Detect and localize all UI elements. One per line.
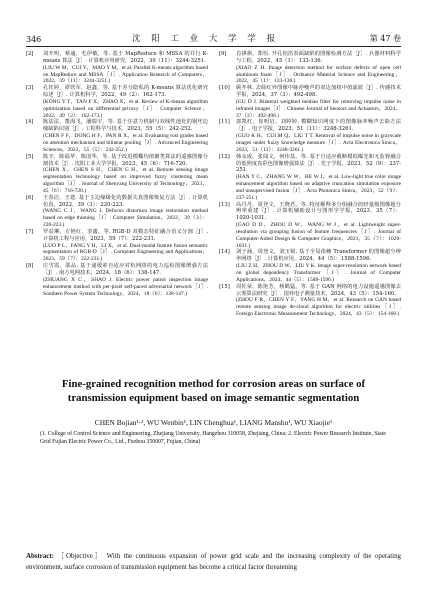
reference-text-english: (CHEN X，CHEN S H，CHEN G H，et al. Remote sensing image segmentation technology based on improved fuzzy clustering mean algorithm［J］. Journal of Shenyang University of Technology，2023，45（6）：716-720.) — [43, 167, 208, 194]
reference-column-right — [219, 51, 401, 373]
reference-text-chinese: 王春洁，王建. 基于主边缘级化的数据失真图像恢复方法［J］. 计算机仿真，2022，39（3）：220-223. — [43, 194, 208, 208]
reference-entry — [219, 85, 401, 119]
journal-name: 沈 阳 工 业 大 学 学 报 — [132, 34, 279, 44]
reference-number: [8] — [26, 263, 34, 270]
reference-number: [4] — [26, 119, 34, 126]
running-head — [26, 30, 401, 47]
reference-entry — [26, 119, 208, 153]
reference-entry — [26, 195, 208, 229]
reference-columns — [26, 51, 401, 373]
abstract — [26, 552, 401, 573]
reference-column-left — [26, 51, 208, 373]
reference-entry — [26, 263, 208, 297]
reference-text-english: (XIAO Z H. Image detection method for surface defects of open cell aluminum foam［J］. Ordnance Material Science and Engineering，2022，45（1）：133-136.) — [236, 64, 401, 85]
reference-text-chinese: 周佐荣，陈艳芳，杨鹤猛，等. 基于 GAN 网络的电力设施遥感图像去云雾算法研究［J］. 国外电子测量技术，2024，43（5）：154-160. — [236, 283, 401, 297]
article-title-line-1: Fine-grained recognition method for corrosion areas on surface of — [61, 378, 366, 390]
reference-text-english: (CHEN F F，DONG H F，PAN R X，et al. Evaluating rust grades based on attention mechanism and bilinear pooling［J］. Advanced Engineering Sciences，2023，55（5）：242-252.) — [43, 133, 208, 153]
reference-text-chinese: 高丹丹，周登文，王晓君，等. 特征解释多分组融合的轻量级图像超分辨率重建［J］. 计算机辅助设计与图形学学报，2023，35（7）：1020-1031. — [236, 201, 401, 222]
objective-label: ［Objective］ — [57, 553, 104, 560]
reference-entry — [26, 229, 208, 263]
reference-text-english: (LIU W M，CUI Y，MAO Y M，et al. Parallel K-means algorithm based on MapReduce and MSSA［J］. Application Research of Computers，2022，39（11）：3244-3251.) — [43, 64, 208, 85]
reference-text-english: (HAN Y C，ZHANG W W，HE W J，et al. Low-light true color image enhancement algorithm based on adaptive truncation simulation exposure and unsupervised fusion［J］. Acta Photonica Sinica，2023，52（9）：237-251.) — [236, 174, 401, 201]
reference-text-chinese: 孔钰婷，谭营军，赵鑫，等. 基于差分隐私的 K-means 算法优化研究综述［J］. 计算机科学，2022，49（2）：162-173. — [43, 85, 208, 99]
reference-number: [14] — [219, 249, 230, 256]
reference-text-chinese: 罗益琳，方艳红，李鑫，等. RGB-D 双模态特征融合语义分割［J］. 计算机工程与应用，2023，59（7）：222-231. — [43, 228, 208, 242]
reference-text-english: (ZHUANG X C，SHAO J. Electric power patrol inspection image enhancement method with per-pixel self-paced adversarial network［J］. Southern Power System Technology，2024，18（6）：138-147.) — [43, 276, 208, 297]
reference-number: [3] — [26, 85, 34, 92]
reference-text-chinese: 刘子涵，周登文，刘玉铭. 基于全局依赖 Transformer 的图像超分辨率网络［J］. 计算机应用，2024，44（5）：1588-1596. — [236, 249, 401, 263]
reference-entry — [219, 119, 401, 153]
article-title — [26, 377, 401, 405]
english-title-block — [26, 377, 401, 446]
author-list: CHEN Bojian¹·², WU Wenbin¹, LIN Chenghua¹, LIANG Manshu¹, WU Xiaojie¹ — [94, 418, 333, 427]
reference-number: [2] — [26, 51, 34, 57]
volume-number: 第 47 卷 — [369, 34, 401, 43]
reference-text-english: (WANG C J，WANG J. Defocus distortion image restoration method based on edge thinning［J］. Computer Simulation，2022，39（3）：220-223.) — [43, 208, 208, 229]
reference-entry — [219, 284, 401, 318]
abstract-text: With the continuous expansion of power grid scale and the increasing complexity of the operating environment, surface corrosion of transmission equipment has become a critical factor threatening — [26, 553, 401, 571]
reference-number: [11] — [219, 119, 230, 126]
reference-text-chinese: 陈辛，陈福华，陈国华，等. 基于改进模糊均值聚类算法的遥感图像分割技术［J］. 沈阳工业大学学报，2023，45（6）：716-720. — [43, 153, 208, 167]
reference-number: [5] — [26, 153, 34, 160]
reference-number: [10] — [219, 85, 230, 92]
reference-entry — [219, 154, 401, 202]
reference-text-chinese: 顾冬林. 去除红外图像中脉冲噪声的双边加权中值滤波［J］. 传感技术学报，2024，37（3）：492-498. — [236, 85, 401, 99]
reference-entry — [219, 202, 401, 250]
reference-text-english: (GAO D D，ZHOU D W，WANG W J，et al. Lightweight super-resolution via grouping fusion of feature frequencies［J］. Journal of Computer-Aided Design & Computer Graphics，2023，35（7）：1020-1031.) — [236, 222, 401, 249]
affiliation: (1. College of Control Science and Engineering, Zhejiang University, Hangzhou 310058, Zhejiang, China; 2. Electric Power Research Institute, State Grid Fujian Electric Power Co., Ltd., Fuzhou 350007, Fujian, China) — [40, 431, 386, 445]
reference-number: [9] — [219, 51, 227, 57]
reference-text-chinese: 陈法法，董海飞，潘瑞宇，等. 基于注意力机制与双线性池化的钢坯边缘缺陷识别［J］. 工程科学与技术，2023，55（5）：242-252. — [43, 119, 208, 133]
reference-text-english: (GUO K H，CUI M Q，LIU T T. Removal of impulse noise in grayscale images under fuzzy knowledge measure［J］. Acta Electronica Sinica，2023，51（11）：3248-3261.) — [236, 133, 401, 153]
reference-text-chinese: 韩永成，张闻文，何伟基，等. 基于自适应截断模拟曝光和无监督融合的低照度真彩色图像增强算法［J］. 光子学报，2023，52（9）：237-251. — [236, 153, 401, 174]
article-title-line-2: transmission equipment based on image semantic segmentation — [67, 392, 360, 404]
reference-number: [15] — [219, 283, 230, 290]
reference-entry — [219, 249, 401, 283]
abstract-label: Abstract: — [26, 553, 54, 560]
reference-entry — [26, 85, 208, 119]
reference-number: [13] — [219, 201, 230, 208]
reference-text-english: (GU D J. Bilateral weighted median filter for removing impulse noise in infrared images［J］. Chinese Journal of Sensors and Actuators，2024，37（3）：492-498.) — [236, 98, 401, 119]
reference-entry — [219, 51, 401, 85]
reference-number: [6] — [26, 194, 34, 201]
reference-text-chinese: 刘开明，蔡逾，毛伊敏，等. 基于 MapReduce 和 MSSA 的并行 K-means 算法［J］. 计算机应用研究，2022，39（11）：3244-3251. — [43, 51, 208, 64]
page-number: 346 — [26, 35, 42, 44]
reference-text-english: (ZHOU F R，CHEN Y F，YANG H M，et al. Research on GAN based remote sensing image de-cloud algorithm for electric utilities［J］. Foreign Electronic Measurement Technology，2024，43（5）：154-160.) — [236, 297, 401, 318]
reference-number: [12] — [219, 153, 230, 160]
reference-entry — [26, 154, 208, 195]
reference-text-chinese: 庄雪霞，邵品. 基于递缓索自适应对杭网络的电力巡检图像增强方法［J］. 南方电网技术，2024，18（6）：138-147. — [43, 263, 208, 276]
reference-number: [7] — [26, 228, 34, 235]
reference-text-chinese: 肖祺祺，郑恒. 开孔铝箔表面缺陷的图像检测方法［J］. 兵器材料科学与工程，2022，45（1）：133-136. — [236, 51, 401, 64]
reference-text-english: (LIU Z H，ZHOU D W，LIU Y K. Image super-resolution network based on global dependency Transformer［J］. Journal of Computer Applications，2024，44（5）：1588-1596.) — [236, 263, 401, 283]
reference-entry — [26, 51, 208, 85]
reference-text-chinese: 郭凯红，崔明启，刘婷婷. 模糊知识网度下的图像脉冲噪声去除方法［J］. 电子学报，2023，51（11）：3248-3261. — [236, 119, 401, 133]
reference-text-english: (LUO P L，FANG Y H，LI X，et al. Dual-modal feature fusion semantic segmentation of RGB-D［J］. Computer Engineering and Applications，2023，59（7）：222-231.) — [43, 242, 208, 263]
reference-text-english: (KONG Y T，TAN F X，ZHAO X，et al. Review of K-means algorithm optimization based on differential privacy［J］. Computer Science，2022，49（2）：162-173.) — [43, 98, 208, 119]
